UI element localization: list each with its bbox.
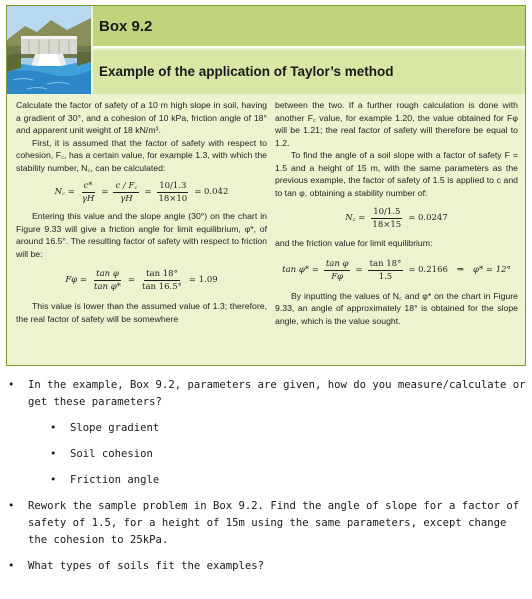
question-item: • What types of soils fit the examples? <box>8 560 264 572</box>
paragraph: This value is lower than the assumed value of 1.3; therefore, the real factor of safety will be somewhere <box>16 301 267 324</box>
box-number: Box 9.2 <box>93 6 525 48</box>
paragraph: Calculate the factor of safety of a 10 m high slope in soil, having a gradient of 30°, and a cohesion of 10 kPa, friction angle of 18° and apparent unit weight of 18 kN/m³. <box>16 100 267 135</box>
equation-friction-safety-factor: Fφ = $\frac{\text{tan φ}}{\text{tan φ*}}$ = $\frac{\tan 18^\circ}{\tan 16.5^\circ}$ = 1.09 <box>65 268 218 292</box>
question-text: In the example, Box 9.2, parameters are given, how do you measure/calculate or get these parameters? <box>28 379 526 408</box>
box-body <box>7 94 525 365</box>
question-item <box>6 377 528 411</box>
question-text: Rework the sample problem in Box 9.2. Find the angle of slope for a factor of safety of 1.5, for a height of 15m using the same parameters, except change the cohesion to 25kPa. <box>28 500 520 546</box>
dam-icon <box>7 6 91 94</box>
paragraph: First, it is assumed that the factor of safety with respect to cohesion, F꜀, has a certain value, for example 1.3, with which the stability number, N꜀, can be calculated: <box>16 137 267 173</box>
paragraph: and the friction value for limit equilibrium: <box>275 238 433 248</box>
paragraph: By inputting the values of N꜀ and φ* on the chart in Figure 9.33, an angle of approximately 18° is obtained for the slope angle, which is the value sought. <box>275 290 518 326</box>
box-9-2 <box>6 5 526 366</box>
box-right-column <box>275 99 518 327</box>
paragraph: between the two. If a further rough calculation is done with another F꜀ value, for example 1.20, the value obtained for Fφ will be 1.21; the real factor of safety will therefore be equal to 1.2. <box>275 100 518 148</box>
paragraph: To find the angle of a soil slope with a factor of safety F = 1.5 and a height of 15 m, with the same parameters as the previous example, the factor of safety of 1.5 is applied to c and to tan φ, obtaining a stability number of: <box>275 150 518 198</box>
questions-list <box>6 377 528 575</box>
sub-question-text: Friction angle <box>70 474 160 486</box>
sub-question-text: Slope gradient <box>70 422 160 434</box>
box-title: Example of the application of Taylor’s method <box>93 50 525 94</box>
sub-question-item: • Soil cohesion <box>50 448 153 460</box>
sub-question-item: • Friction angle <box>50 474 160 486</box>
equation-limit-friction: tan φ* = $\frac{\text{tan φ}}{F\varphi}$ = $\frac{\tan 18^\circ}{1.5}$ = 0.2166 ⇒ φ* = 12° <box>282 259 511 282</box>
implies-arrow: ⇒ <box>456 265 465 276</box>
question-text: What types of soils fit the examples? <box>28 560 264 572</box>
sub-question-item: • Slope gradient <box>50 422 160 434</box>
bullet: • <box>8 379 15 391</box>
sub-question-text: Soil cohesion <box>70 448 153 460</box>
equation-stability-number: N꜀ = $\frac{c*}{\gamma H}$ = $\frac{c / F꜀}{\gamma H}$ = $\frac{10/1.3}{18\times 10}$ = 0.042 <box>54 180 229 204</box>
question-item: • Rework the sample problem in Box 9.2. Find the angle of slope for a factor of safety of 1.5, for a height of 15m using the same parameters, except change the cohesion to 25kPa. <box>8 500 520 546</box>
equation-stability-number-2: N꜀ = $\frac{10/1.5}{18\times 15}$ = 0.0247 <box>345 206 448 230</box>
box-left-column <box>16 99 267 325</box>
paragraph: Entering this value and the slope angle (30°) on the chart in Figure 9.33 will give a friction angle for limit equilibrium, φ*, of around 16.5°. The resulting factor of safety with respect to friction will be: <box>16 211 267 259</box>
